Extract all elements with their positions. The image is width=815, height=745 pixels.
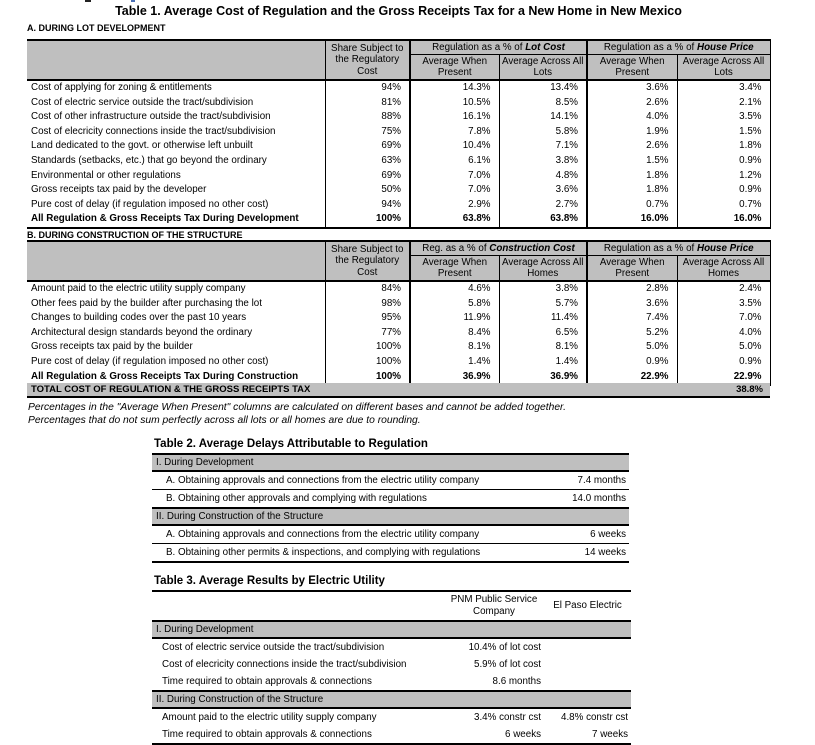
table-row xyxy=(27,96,770,111)
table3-title: Table 3. Average Results by Electric Utility xyxy=(154,575,385,587)
cell-pct-when-present-house: 5.2% xyxy=(587,326,677,341)
cell-pct-when-present-house: 3.6% xyxy=(587,297,677,312)
table1-section-b-header xyxy=(27,241,770,281)
subheader-average-across-all: Average Across All Homes xyxy=(677,256,770,282)
cell-pct-when-present-house: 0.7% xyxy=(587,198,677,213)
table-row xyxy=(27,125,770,140)
row-label: A. Obtaining approvals and connections from the electric utility company xyxy=(152,525,544,544)
cell-pct-across-all-house: 0.9% xyxy=(677,183,770,198)
group-header-em: Construction Cost xyxy=(489,242,575,254)
corner-cell xyxy=(27,241,325,281)
subheader-average-across-all: Average Across All Lots xyxy=(499,55,587,81)
table1-section-a-heading: A. DURING LOT DEVELOPMENT xyxy=(27,23,166,33)
cell-pct-when-present-house: 22.9% xyxy=(587,370,677,386)
cell-pct-when-present-base: 16.1% xyxy=(410,110,499,125)
table3-section-1-heading-row xyxy=(152,621,631,638)
table-row xyxy=(152,726,631,744)
cell-pct-when-present-base: 2.9% xyxy=(410,198,499,213)
table1-section-b xyxy=(27,240,771,386)
table-row xyxy=(27,154,770,169)
cell-pct-when-present-base: 11.9% xyxy=(410,311,499,326)
group-header-prefix: Regulation as a % of xyxy=(432,41,526,53)
table-row xyxy=(152,708,631,726)
cell-pct-when-present-house: 1.8% xyxy=(587,183,677,198)
cell-pct-when-present-base: 8.1% xyxy=(410,340,499,355)
corner-cell xyxy=(27,40,325,80)
cell-pnm: 3.4% constr cst xyxy=(474,712,541,723)
table-row xyxy=(152,673,631,691)
cell-pct-when-present-base: 5.8% xyxy=(410,297,499,312)
house-price-group-header xyxy=(587,40,770,55)
cell-pct-across-all-base: 63.8% xyxy=(499,212,587,228)
table-row xyxy=(27,183,770,198)
row-label: Other fees paid by the builder after purchasing the lot xyxy=(31,297,262,309)
cell-pct-across-all-base: 8.1% xyxy=(499,340,587,355)
section-heading: II. During Construction of the Structure xyxy=(152,691,631,708)
cell-pct-across-all-house: 22.9% xyxy=(677,370,770,386)
table-row xyxy=(27,355,770,370)
cell-pct-when-present-house: 1.5% xyxy=(587,154,677,169)
table-row xyxy=(27,311,770,326)
table-row xyxy=(27,281,770,297)
table-row xyxy=(27,139,770,154)
cell-el-paso xyxy=(544,673,631,691)
cell-share-subject: 84% xyxy=(325,281,410,297)
cell-pct-when-present-base: 36.9% xyxy=(410,370,499,386)
footnote-2: Percentages that do not sum perfectly across all lots or all homes are due to rounding. xyxy=(28,415,421,426)
cell-pct-across-all-house: 0.9% xyxy=(677,154,770,169)
table-row xyxy=(27,326,770,341)
total-row-label: All Regulation & Gross Receipts Tax During Construction xyxy=(31,370,299,382)
row-label: Architectural design standards beyond the ordinary xyxy=(31,326,253,338)
cell-pct-when-present-house: 2.8% xyxy=(587,281,677,297)
cell-pct-across-all-house: 1.8% xyxy=(677,139,770,154)
lot-cost-group-header xyxy=(410,40,587,55)
table-row xyxy=(27,169,770,184)
cell-pct-when-present-base: 4.6% xyxy=(410,281,499,297)
subheader-average-when-present: Average When Present xyxy=(410,256,499,282)
row-label: Environmental or other regulations xyxy=(31,169,181,181)
cell-pct-across-all-base: 3.8% xyxy=(499,281,587,297)
row-label: Cost of other infrastructure outside the tract/subdivision xyxy=(31,111,271,123)
table-row xyxy=(27,80,770,96)
share-column-header: Share Subject to the Regulatory Cost xyxy=(325,40,410,80)
cell-pct-across-all-house: 2.1% xyxy=(677,96,770,111)
cell-el-paso xyxy=(544,656,631,673)
table-row xyxy=(152,471,629,490)
table-row xyxy=(27,297,770,312)
group-header-em: Lot Cost xyxy=(525,41,565,53)
total-row xyxy=(27,212,770,228)
cell-pct-across-all-house: 1.2% xyxy=(677,169,770,184)
group-header-em: House Price xyxy=(697,242,754,254)
section-heading: I. During Development xyxy=(152,621,631,638)
cell-pnm: 10.4% of lot cost xyxy=(468,642,541,653)
cell-pct-across-all-house: 2.4% xyxy=(677,281,770,297)
cell-pnm: 5.9% of lot cost xyxy=(474,659,541,670)
group-header-em: House Price xyxy=(697,41,754,53)
footnote-1: Percentages in the "Average When Present" columns are calculated on different bases and cannot be added together. xyxy=(28,402,566,413)
row-label: Time required to obtain approvals & connections xyxy=(162,729,372,740)
cell-pct-across-all-base: 4.8% xyxy=(499,169,587,184)
cell-pct-across-all-house: 0.7% xyxy=(677,198,770,213)
cell-pct-across-all-house: 4.0% xyxy=(677,326,770,341)
table3-block xyxy=(152,575,631,745)
table1-section-a-body xyxy=(27,80,770,212)
cell-el-paso xyxy=(544,638,631,656)
clipped-text-artifact xyxy=(85,0,91,2)
row-label: Gross receipts tax paid by the developer xyxy=(31,184,207,196)
table1-section-b-heading: B. DURING CONSTRUCTION OF THE STRUCTURE xyxy=(27,230,243,240)
cell-pct-when-present-base: 1.4% xyxy=(410,355,499,370)
row-label: Amount paid to the electric utility supply company xyxy=(162,712,377,723)
row-label: Changes to building codes over the past 10 years xyxy=(31,312,247,324)
row-label: Cost of elecricity connections inside the tract/subdivision xyxy=(162,659,407,670)
cell-share-subject: 94% xyxy=(325,80,410,96)
cell-share-subject: 50% xyxy=(325,183,410,198)
cell-pct-when-present-house: 4.0% xyxy=(587,110,677,125)
cell-pct-across-all-base: 13.4% xyxy=(499,80,587,96)
table1-section-a xyxy=(27,39,771,229)
cell-pct-across-all-house: 1.5% xyxy=(677,125,770,140)
cell-pct-when-present-house: 2.6% xyxy=(587,139,677,154)
construction-cost-group-header xyxy=(410,241,587,256)
clipped-text-artifact xyxy=(131,0,135,2)
cell-share-subject: 63% xyxy=(325,154,410,169)
row-label: Cost of electric service outside the tract/subdivision xyxy=(162,642,385,653)
table-row xyxy=(152,638,631,656)
cell-pct-across-all-base: 5.8% xyxy=(499,125,587,140)
cell-share-subject: 88% xyxy=(325,110,410,125)
table2 xyxy=(152,453,629,563)
cell-pct-when-present-house: 0.9% xyxy=(587,355,677,370)
cell-share-subject: 81% xyxy=(325,96,410,111)
table-row xyxy=(152,656,631,673)
section-heading: I. During Development xyxy=(152,454,629,471)
cell-share-subject: 69% xyxy=(325,139,410,154)
table2-section-2-heading-row xyxy=(152,508,629,525)
cell-pct-across-all-house: 5.0% xyxy=(677,340,770,355)
cell-pct-when-present-base: 7.0% xyxy=(410,169,499,184)
row-label: Land dedicated to the govt. or otherwise left unbuilt xyxy=(31,140,253,152)
table-row xyxy=(27,198,770,213)
cell-share-subject: 98% xyxy=(325,297,410,312)
cell-pct-when-present-house: 3.6% xyxy=(587,80,677,96)
cell-el-paso: 4.8% constr cst xyxy=(561,712,628,723)
cell-pct-when-present-house: 2.6% xyxy=(587,96,677,111)
row-label: Gross receipts tax paid by the builder xyxy=(31,341,193,353)
cell-pct-when-present-base: 14.3% xyxy=(410,80,499,96)
table1-section-b-body xyxy=(27,281,770,370)
cell-pct-across-all-base: 8.5% xyxy=(499,96,587,111)
subheader-average-when-present: Average When Present xyxy=(410,55,499,81)
cell-el-paso: 7 weeks xyxy=(592,729,628,740)
group-header-prefix: Regulation as a % of xyxy=(603,242,697,254)
cell-pct-across-all-base: 7.1% xyxy=(499,139,587,154)
subheader-average-across-all: Average Across All Homes xyxy=(499,256,587,282)
cell-pct-across-all-house: 0.9% xyxy=(677,355,770,370)
subheader-average-when-present: Average When Present xyxy=(587,55,677,81)
subheader-average-across-all: Average Across All Lots xyxy=(677,55,770,81)
cell-share-subject: 95% xyxy=(325,311,410,326)
row-label: B. Obtaining other approvals and complying with regulations xyxy=(152,490,544,509)
table-row xyxy=(152,490,629,509)
grand-total-value: 38.8% xyxy=(736,384,763,395)
table-row xyxy=(27,110,770,125)
row-value: 6 weeks xyxy=(544,525,629,544)
cell-pct-when-present-house: 1.8% xyxy=(587,169,677,184)
cell-pnm: 6 weeks xyxy=(505,729,541,740)
row-value: 14 weeks xyxy=(544,544,629,563)
table-row xyxy=(152,525,629,544)
cell-pct-when-present-base: 10.5% xyxy=(410,96,499,111)
cell-pct-when-present-house: 1.9% xyxy=(587,125,677,140)
cell-share-subject: 100% xyxy=(325,370,410,386)
cell-pct-when-present-house: 5.0% xyxy=(587,340,677,355)
cell-pct-across-all-base: 14.1% xyxy=(499,110,587,125)
cell-pct-across-all-base: 3.6% xyxy=(499,183,587,198)
group-header-prefix: Regulation as a % of xyxy=(603,41,697,53)
cell-pct-when-present-base: 7.8% xyxy=(410,125,499,140)
table3-section-2-heading-row xyxy=(152,691,631,708)
cell-share-subject: 75% xyxy=(325,125,410,140)
row-value: 7.4 months xyxy=(544,471,629,490)
cell-pnm: 8.6 months xyxy=(492,676,541,687)
table3-header-row xyxy=(152,591,631,621)
cell-pct-across-all-base: 11.4% xyxy=(499,311,587,326)
group-header-prefix: Reg. as a % of xyxy=(422,242,490,254)
table1-section-a-total-row xyxy=(27,212,770,228)
row-label: Amount paid to the electric utility supply company xyxy=(31,283,246,294)
cell-pct-when-present-house: 7.4% xyxy=(587,311,677,326)
cell-pct-across-all-base: 1.4% xyxy=(499,355,587,370)
cell-share-subject: 77% xyxy=(325,326,410,341)
table-row xyxy=(27,340,770,355)
share-column-header: Share Subject to the Regulatory Cost xyxy=(325,241,410,281)
cell-pct-when-present-house: 16.0% xyxy=(587,212,677,228)
cell-pct-across-all-house: 16.0% xyxy=(677,212,770,228)
cell-pct-across-all-house: 3.5% xyxy=(677,110,770,125)
house-price-group-header xyxy=(587,241,770,256)
cell-pct-when-present-base: 7.0% xyxy=(410,183,499,198)
row-label: Standards (setbacks, etc.) that go beyond the ordinary xyxy=(31,154,267,166)
grand-total-label: TOTAL COST OF REGULATION & THE GROSS RECEIPTS TAX xyxy=(31,384,311,395)
cell-pct-across-all-house: 7.0% xyxy=(677,311,770,326)
cell-pct-across-all-house: 3.4% xyxy=(677,80,770,96)
section-heading: II. During Construction of the Structure xyxy=(152,508,629,525)
table2-section-1-heading-row xyxy=(152,454,629,471)
cell-share-subject: 100% xyxy=(325,355,410,370)
row-label: Cost of elecricity connections inside the tract/subdivision xyxy=(31,125,276,137)
cell-share-subject: 100% xyxy=(325,212,410,228)
row-label: A. Obtaining approvals and connections from the electric utility company xyxy=(152,471,544,490)
row-label: Cost of applying for zoning & entitlements xyxy=(31,82,212,93)
row-value: 14.0 months xyxy=(544,490,629,509)
empty-header-cell xyxy=(152,591,444,621)
subheader-average-when-present: Average When Present xyxy=(587,256,677,282)
grand-total-row xyxy=(27,383,770,398)
row-label: Pure cost of delay (if regulation imposed no other cost) xyxy=(31,355,269,367)
row-label: B. Obtaining other permits & inspections, and complying with regulations xyxy=(152,544,544,563)
table1-section-a-header xyxy=(27,40,770,80)
cell-pct-across-all-base: 36.9% xyxy=(499,370,587,386)
cell-share-subject: 100% xyxy=(325,340,410,355)
cell-share-subject: 69% xyxy=(325,169,410,184)
cell-pct-when-present-base: 63.8% xyxy=(410,212,499,228)
cell-pct-across-all-base: 2.7% xyxy=(499,198,587,213)
table2-block xyxy=(152,438,629,563)
cell-pct-across-all-house: 3.5% xyxy=(677,297,770,312)
el-paso-column-header: El Paso Electric xyxy=(544,591,631,621)
row-label: Time required to obtain approvals & connections xyxy=(162,676,372,687)
cell-pct-across-all-base: 6.5% xyxy=(499,326,587,341)
row-label: Cost of electric service outside the tract/subdivision xyxy=(31,96,254,108)
table3 xyxy=(152,590,631,745)
row-label: Pure cost of delay (if regulation imposed no other cost) xyxy=(31,198,269,210)
cell-share-subject: 94% xyxy=(325,198,410,213)
table1-title: Table 1. Average Cost of Regulation and the Gross Receipts Tax for a New Home in New Mexico xyxy=(115,4,682,18)
total-row-label: All Regulation & Gross Receipts Tax During Development xyxy=(31,213,299,225)
cell-pct-when-present-base: 10.4% xyxy=(410,139,499,154)
cell-pct-across-all-base: 5.7% xyxy=(499,297,587,312)
cell-pct-across-all-base: 3.8% xyxy=(499,154,587,169)
cell-pct-when-present-base: 8.4% xyxy=(410,326,499,341)
table-row xyxy=(152,544,629,563)
pnm-column-header: PNM Public Service Company xyxy=(444,591,544,621)
table2-title: Table 2. Average Delays Attributable to Regulation xyxy=(154,438,428,450)
cell-pct-when-present-base: 6.1% xyxy=(410,154,499,169)
